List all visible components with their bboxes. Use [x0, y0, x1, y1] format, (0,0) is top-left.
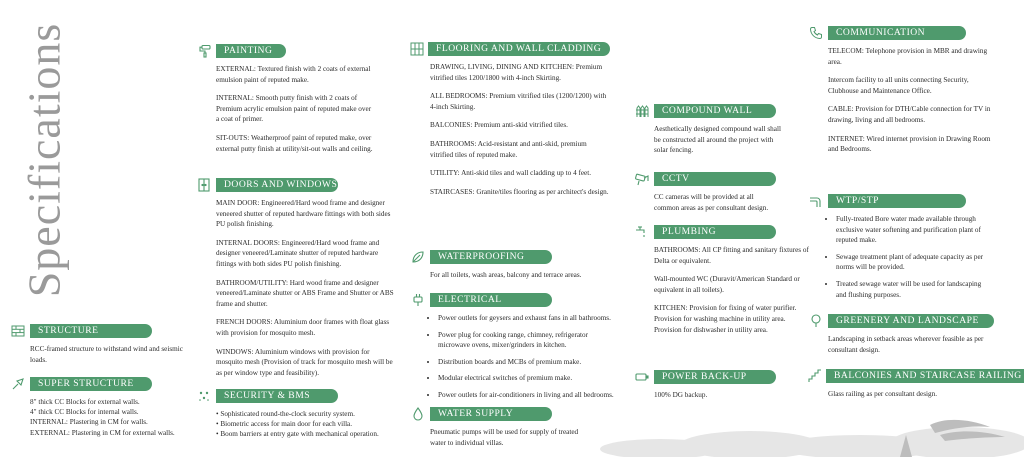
section-cctv [634, 172, 799, 213]
balconies-text: Glass railing as per consultant design. [828, 390, 937, 398]
super-structure-heading: SUPER STRUCTURE [30, 377, 152, 391]
compound-wall-heading: COMPOUND WALL [654, 104, 776, 118]
communication-intercom: Intercom facility to all units connecting Security, Clubhouse and Maintenance Office. [828, 76, 969, 95]
security-item: • Biometric access for main door for each villa. [216, 420, 353, 428]
section-security [196, 389, 401, 439]
page-title: Specifications [18, 22, 70, 298]
communication-heading: COMMUNICATION [828, 26, 966, 40]
flooring-bathrooms: BATHROOMS: Acid-resistant and anti-skid, premium vitrified tiles of reputed make. [430, 139, 587, 159]
flooring-balconies: BALCONIES: Premium anti-skid vitrified tiles. [430, 121, 568, 130]
door-icon [196, 178, 212, 192]
doors-main: MAIN DOOR: Engineered/Hard wood frame and designer veneered shutter of reputed hardware fittings with both sides PU polish finishing. [216, 199, 391, 229]
doors-bathroom: BATHROOM/UTILITY: Hard wood frame and designer veneered/Laminate shutter or ABS Frame and Shutter or ABS frame and shutter. [216, 278, 394, 308]
electrical-item: • Distribution boards and MCBs of premium make. [438, 357, 616, 368]
flooring-heading: FLOORING AND WALL CLADDING [428, 42, 610, 56]
section-structure [10, 324, 185, 365]
greenery-text: Landscaping in setback areas wherever feasible as per consultant design. [828, 335, 984, 354]
paint-roller-icon [196, 44, 212, 58]
wtp-item: • Fully-treated Bore water made available through exclusive water softening and purification plant of reputed make. [836, 214, 988, 246]
security-heading: SECURITY & BMS [216, 389, 338, 403]
painting-sitouts: SIT-OUTS: Weatherproof paint of reputed make, over external putty finish at utility/sit-out walls and ceiling. [216, 133, 373, 153]
super-structure-line: INTERNAL: Plastering in CM for walls. [30, 418, 148, 427]
painting-internal: INTERNAL: Smooth putty finish with 2 coats of Premium acrylic emulsion paint of reputed make over a coat of primer. [216, 94, 372, 124]
section-greenery [808, 314, 1013, 355]
plumbing-bathrooms: BATHROOMS: All CP fitting and sanitary fixtures of Delta or equivalent. [654, 246, 809, 265]
structure-heading: STRUCTURE [30, 324, 152, 338]
communication-cable: CABLE: Provision for DTH/Cable connection for TV in drawing, living and all bedrooms. [828, 105, 991, 124]
water-drop-icon [410, 407, 426, 421]
section-power-backup [634, 370, 799, 401]
tree-icon [808, 314, 824, 328]
section-water-supply [410, 407, 610, 448]
tiles-icon [410, 42, 424, 56]
section-flooring [410, 42, 610, 197]
cctv-heading: CCTV [654, 172, 776, 186]
power-backup-text: 100% DG backup. [654, 391, 708, 399]
wtp-item: • Sewage treatment plant of adequate capacity as per norms will be provided. [836, 252, 988, 273]
wtp-heading: WTP/STP [828, 194, 966, 208]
section-painting [196, 44, 396, 154]
doors-heading: DOORS AND WINDOWS [216, 178, 338, 192]
pipe-icon [808, 194, 824, 208]
water-supply-text: Pneumatic pumps will be used for supply of treated water to individual villas. [430, 428, 579, 447]
battery-icon [634, 370, 650, 384]
electrical-item: • Power outlets for geysers and exhaust fans in all bathrooms. [438, 313, 616, 324]
section-super-structure [10, 377, 190, 438]
doors-windows: WINDOWS: Aluminium windows with provision for mosquito mesh (Provision of track for mosquito mesh will be as per window type and feasibility). [216, 347, 393, 377]
trowel-icon [10, 377, 26, 391]
section-waterproofing [410, 250, 610, 281]
plug-icon [410, 293, 426, 307]
power-backup-heading: POWER BACK-UP [654, 370, 776, 384]
compound-wall-text: Aesthetically designed compound wall shall be constructed all around the project with solar fencing. [654, 125, 781, 155]
plumbing-wc: Wall-mounted WC (Duravit/American Standard or equivalent in all toilets). [654, 275, 800, 294]
section-compound-wall [634, 104, 799, 156]
water-supply-heading: WATER SUPPLY [430, 407, 552, 421]
plumbing-heading: PLUMBING [654, 225, 776, 239]
communication-internet: INTERNET: Wired internet provision in Drawing Room and Bedrooms. [828, 134, 991, 154]
section-electrical [410, 293, 622, 407]
painting-external: EXTERNAL: Textured finish with 2 coats of external emulsion paint of reputed make. [216, 65, 371, 84]
structure-text: RCC-framed structure to withstand wind and seismic loads. [30, 345, 183, 364]
flooring-staircases: STAIRCASES: Granite/tiles flooring as per architect's design. [430, 187, 609, 196]
page-title-wrap [18, 22, 70, 298]
flooring-utility: UTILITY: Anti-skid tiles and wall cladding up to 4 feet. [430, 169, 592, 178]
super-structure-line: 4" thick CC Blocks for internal walls. [30, 408, 139, 417]
doors-french: FRENCH DOORS: Aluminium door frames with float glass with provision for mosquito mesh. [216, 318, 390, 337]
section-balconies [808, 369, 1023, 400]
flooring-drawing: DRAWING, LIVING, DINING AND KITCHEN: Premium vitrified tiles 1200/1800 with 4-inch Skirting. [430, 63, 603, 82]
camera-icon [634, 172, 650, 186]
flooring-bedrooms: ALL BEDROOMS: Premium vitrified tiles (1200/1200) with 4-inch Skirting. [430, 92, 607, 111]
waterproofing-text: For all toilets, wash areas, balcony and terrace areas. [430, 271, 582, 279]
section-communication [808, 26, 1013, 155]
communication-telecom: TELECOM: Telephone provision in MBR and drawing area. [828, 47, 988, 66]
phone-icon [808, 26, 824, 40]
painting-heading: PAINTING [216, 44, 286, 58]
leaf-icon [410, 250, 426, 264]
electrical-item: • Modular electrical switches of premium make. [438, 373, 616, 384]
balconies-heading: BALCONIES AND STAIRCASE RAILING [826, 369, 1024, 383]
electrical-item: • Power plug for cooking range, chimney, refrigerator microwave ovens, mixer/grinders in kitchen. [438, 330, 616, 351]
electrical-heading: ELECTRICAL [430, 293, 552, 307]
decorative-landscape-illustration [600, 405, 1024, 457]
fence-icon [634, 104, 650, 118]
cctv-dots-icon [196, 389, 212, 403]
stairs-icon [808, 369, 822, 383]
plumbing-kitchen: KITCHEN: Provision for fixing of water purifier. Provision for washing machine in utility area. Provision for dishwasher in utility area. [654, 304, 797, 334]
cctv-text: CC cameras will be provided at all common areas as per consultant design. [654, 193, 769, 212]
super-structure-line: 8" thick CC Blocks for external walls. [30, 398, 140, 406]
section-wtp [808, 194, 1013, 306]
waterproofing-heading: WATERPROOFING [430, 250, 552, 264]
greenery-heading: GREENERY AND LANDSCAPE [828, 314, 994, 328]
doors-internal: INTERNAL DOORS: Engineered/Hard wood frame and designer veneered/Laminate shutter of reputed hardware fittings with both sides PU polish finishing. [216, 238, 380, 268]
brick-wall-icon [10, 324, 26, 338]
security-item: • Sophisticated round-the-clock security system. [216, 410, 355, 418]
electrical-item: • Power outlets for air-conditioners in living and all bedrooms. [438, 390, 616, 401]
security-item: • Boom barriers at entry gate with mechanical operation. [216, 430, 379, 438]
super-structure-line: EXTERNAL: Plastering in CM for external walls. [30, 428, 175, 437]
tap-icon [634, 225, 650, 239]
wtp-item: • Treated sewage water will be used for landscaping and flushing purposes. [836, 279, 988, 300]
section-plumbing [634, 225, 809, 335]
section-doors-windows [196, 178, 401, 378]
